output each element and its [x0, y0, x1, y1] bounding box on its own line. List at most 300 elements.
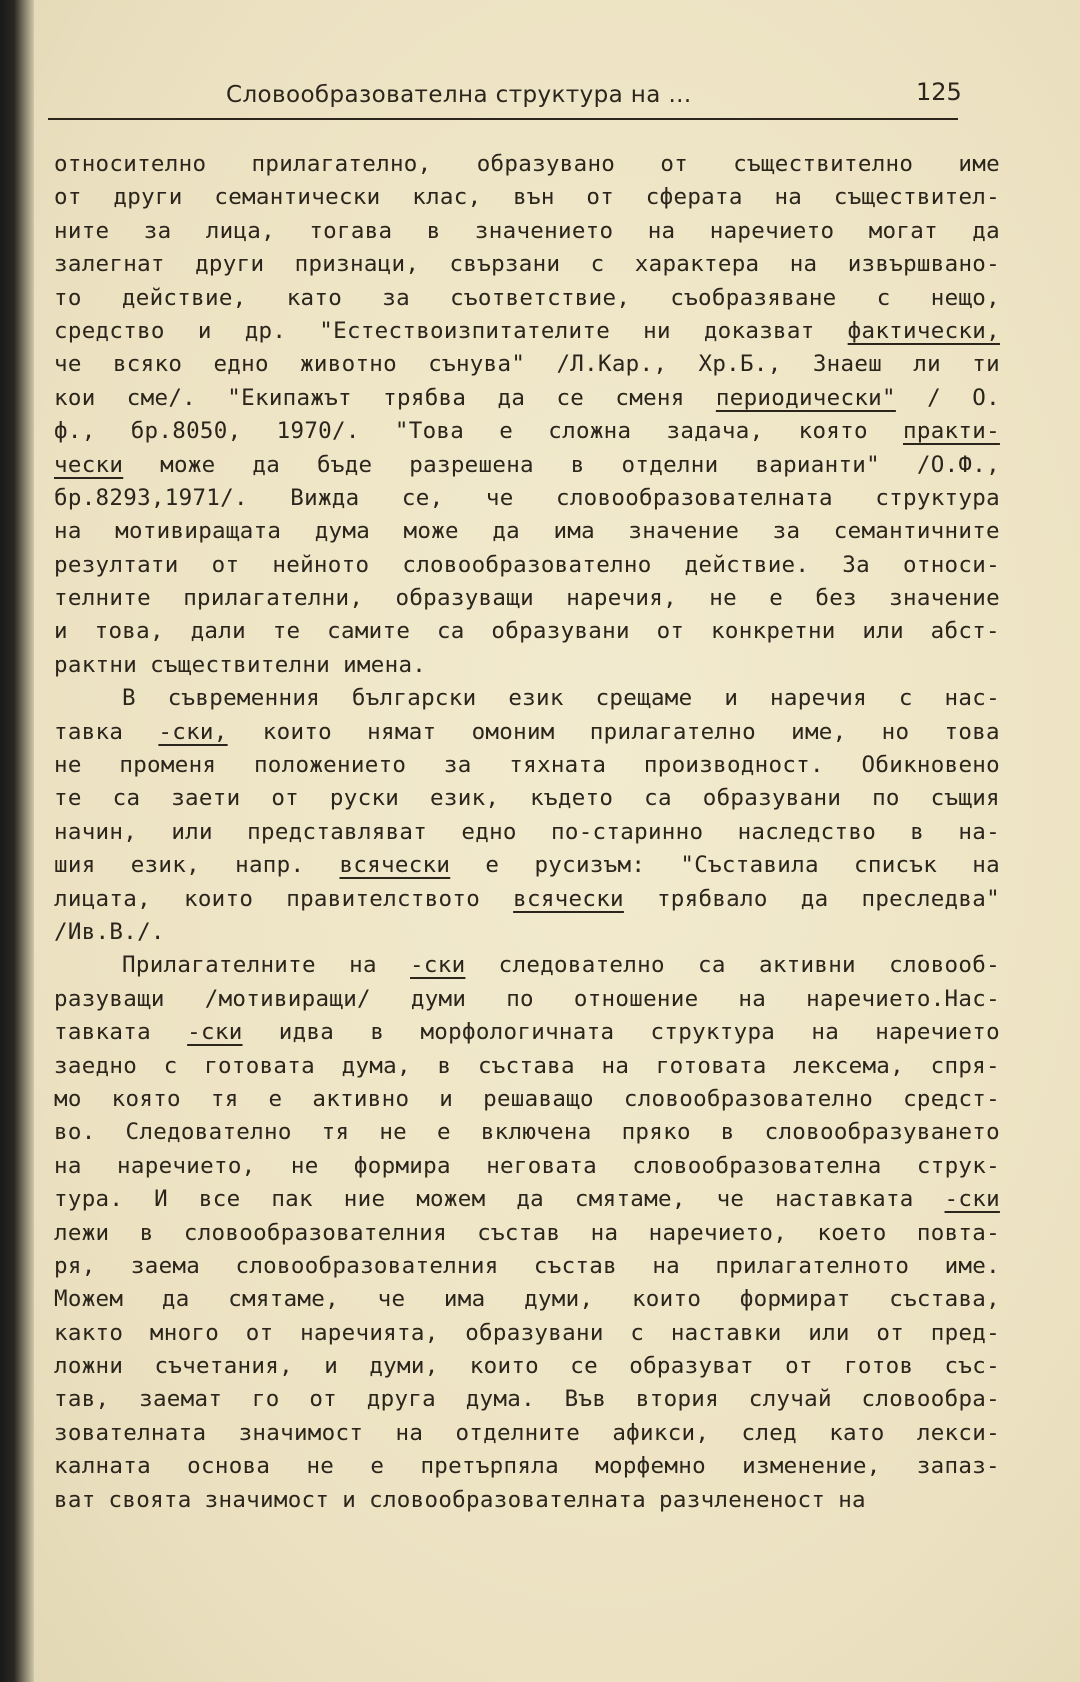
underlined-word: -ски,: [158, 718, 228, 745]
text-line: [54, 315, 1000, 348]
word: по: [506, 985, 534, 1012]
word: лицата,: [54, 885, 151, 912]
word: те: [272, 618, 301, 645]
word: структура: [650, 1019, 776, 1046]
word: Вижда: [290, 484, 360, 511]
text-line: [54, 449, 1000, 482]
word: с: [898, 685, 913, 712]
word: на: [395, 1419, 424, 1446]
word: случай: [748, 1386, 832, 1413]
text-line: [54, 1417, 1000, 1450]
word: значимост: [204, 1486, 330, 1513]
word: които: [262, 718, 333, 745]
word: втория: [635, 1386, 719, 1413]
word: ф.,: [54, 418, 96, 445]
text-line: [54, 1016, 1000, 1049]
word: съобразяване: [670, 284, 837, 311]
word: образуват: [629, 1353, 754, 1380]
word: тав,: [54, 1386, 110, 1413]
word: образувани: [491, 618, 630, 645]
word: ните: [54, 217, 110, 244]
word: образувани: [702, 785, 842, 812]
word: образувано: [476, 151, 616, 177]
word: заети: [171, 785, 241, 812]
word: език,: [430, 785, 500, 812]
word: от: [245, 1319, 274, 1346]
word: тогава: [309, 217, 393, 244]
word: са: [112, 785, 141, 812]
word: име,: [791, 718, 847, 745]
word: смятаме,: [574, 1186, 686, 1213]
word: др.: [244, 317, 287, 344]
word: могат: [868, 217, 938, 244]
text-line: [54, 749, 1000, 782]
word: от: [211, 551, 240, 578]
word: /О.Ф.,: [916, 451, 1000, 478]
word: да: [972, 217, 1000, 244]
text-line: [54, 181, 1000, 214]
word: и: [342, 1486, 357, 1513]
word: залегнат: [54, 251, 165, 278]
underlined-word: всячески: [339, 852, 451, 879]
word: думи: [410, 985, 467, 1012]
word: заедно: [54, 1052, 138, 1079]
word: и: [324, 1353, 339, 1380]
running-title: Словообразователна структура на ...: [226, 82, 692, 108]
word: самите: [327, 618, 411, 645]
word: те: [54, 785, 82, 812]
word: сферата: [645, 184, 743, 211]
word: е: [436, 1119, 451, 1146]
text-line: [54, 816, 1000, 849]
word: на: [738, 985, 767, 1012]
text-line: [54, 1083, 1000, 1116]
word: разчлененост: [659, 1486, 826, 1513]
word: готов: [844, 1353, 914, 1380]
word: ват: [54, 1486, 96, 1513]
word: афикси,: [612, 1419, 710, 1446]
word: кои: [54, 384, 96, 411]
word: "Това: [394, 418, 465, 445]
word: в: [370, 1019, 385, 1046]
word: ложни: [54, 1353, 124, 1380]
word: свързани: [449, 251, 561, 278]
word: като: [286, 284, 343, 311]
text-line: [54, 1484, 1000, 1517]
word: лексема,: [793, 1052, 905, 1079]
word: значение: [628, 518, 740, 545]
word: по: [872, 785, 900, 812]
word: дума: [314, 518, 371, 545]
word: наречието,: [117, 1152, 256, 1179]
word: че: [485, 484, 514, 511]
word: нейното: [272, 551, 370, 578]
word: прилагателното: [715, 1252, 910, 1279]
word: сънува": [428, 351, 526, 378]
word: наречието: [875, 1019, 1000, 1046]
word: наречието,: [648, 1219, 788, 1246]
word: во.: [54, 1119, 96, 1146]
body-text: [54, 148, 1000, 1517]
word: тавката: [54, 1019, 151, 1046]
word: лежи: [54, 1219, 110, 1246]
word: със-: [944, 1353, 1000, 1380]
underlined-word: периодически": [715, 384, 896, 411]
word: го: [251, 1386, 280, 1413]
word: семантически: [214, 184, 381, 211]
word: /: [927, 384, 941, 411]
word: да: [497, 384, 526, 411]
word: са: [436, 618, 465, 645]
word: съществител-: [833, 184, 1000, 211]
word: в: [570, 451, 585, 478]
word: пряко: [621, 1119, 691, 1146]
text-line: [54, 916, 1000, 949]
word: ти: [972, 351, 1000, 378]
word: на-: [958, 818, 1000, 845]
word: морфологичната: [420, 1019, 615, 1046]
word: готовата: [655, 1052, 767, 1079]
text-line: [54, 983, 1000, 1016]
word: език,: [130, 852, 200, 879]
word: да: [800, 885, 829, 912]
word: на: [54, 518, 82, 545]
word: име: [958, 151, 1000, 177]
word: след: [741, 1419, 797, 1446]
word: ни: [643, 317, 671, 344]
word: неговата: [486, 1152, 597, 1179]
text-line: [54, 716, 1000, 749]
word: срещаме: [595, 685, 693, 712]
word: не: [290, 1152, 319, 1179]
word: словообразователно: [402, 551, 652, 578]
text-line: [54, 215, 1000, 248]
word: или: [171, 818, 213, 845]
word: от: [785, 1353, 813, 1380]
word: пак: [271, 1186, 313, 1213]
word: относи-: [903, 551, 1000, 578]
word: мо: [54, 1085, 82, 1112]
word: на: [652, 1252, 681, 1279]
text-line: [54, 1116, 1000, 1149]
word: Знаеш: [812, 351, 883, 378]
word: "Естествоизпитателите: [319, 317, 611, 344]
text-line: [54, 883, 1000, 916]
word: без: [815, 585, 857, 612]
word: всяко: [112, 351, 183, 378]
word: наречия: [770, 685, 867, 712]
word: можем: [416, 1186, 486, 1213]
word: омоним: [471, 718, 555, 745]
word: и: [54, 618, 68, 645]
word: Хр.Б.,: [698, 351, 782, 378]
text-line: [54, 148, 1000, 181]
word: образуващи: [395, 585, 534, 612]
word: на: [54, 1152, 82, 1179]
word: може: [160, 451, 216, 478]
word: задача,: [666, 418, 764, 445]
text-line: [54, 782, 1000, 815]
word: струк-: [916, 1152, 1000, 1179]
word: формира: [353, 1152, 451, 1179]
word: /Л.Кар.,: [556, 351, 668, 378]
word: семантичните: [833, 518, 1000, 545]
word: "Съставила: [680, 852, 819, 879]
word: изменение,: [742, 1453, 881, 1480]
word: други: [113, 184, 183, 211]
text-line: [54, 415, 1000, 448]
word: и: [439, 1085, 454, 1112]
word: съществителни: [150, 651, 331, 678]
word: своята: [108, 1486, 192, 1513]
word: абст-: [930, 618, 1000, 645]
word: мотивиращата: [115, 518, 282, 545]
word: структура: [875, 484, 1000, 511]
word: сменя: [615, 384, 685, 411]
word: преследва": [861, 885, 1000, 912]
text-line: [54, 1350, 1000, 1383]
word: словообразователния: [235, 1252, 499, 1279]
word: наставката: [775, 1186, 914, 1213]
word: запаз-: [916, 1453, 1000, 1480]
word: че: [716, 1186, 745, 1213]
text-line: [54, 1450, 1000, 1483]
word: варианти": [755, 451, 880, 478]
word: дума,: [341, 1052, 411, 1079]
text-line: [54, 682, 1000, 715]
word: Можем: [54, 1286, 124, 1313]
word: за: [772, 518, 801, 545]
word: от: [586, 184, 615, 211]
word: че: [377, 1286, 406, 1313]
word: думи,: [369, 1353, 439, 1380]
word: друга: [366, 1386, 436, 1413]
word: относително: [54, 151, 207, 177]
word: което: [817, 1219, 887, 1246]
word: характера: [634, 251, 760, 278]
word: от: [271, 785, 300, 812]
word: ли: [913, 351, 941, 378]
word: заемат: [139, 1386, 223, 1413]
word: както: [54, 1319, 124, 1346]
word: не: [709, 585, 737, 612]
word: В: [122, 685, 136, 712]
word: 1970/.: [276, 418, 360, 445]
text-line: [54, 248, 1000, 281]
word: тяхната: [509, 752, 607, 779]
word: руски: [329, 785, 400, 812]
word: трябва: [383, 384, 467, 411]
word: и: [724, 685, 739, 712]
word: на: [601, 1052, 630, 1079]
word: е: [769, 585, 784, 612]
word: на: [789, 251, 818, 278]
word: шия: [54, 852, 96, 879]
word: за: [382, 284, 410, 311]
word: е: [499, 418, 514, 445]
word: е: [268, 1085, 283, 1112]
word: прилагателно,: [251, 151, 432, 177]
word: не: [306, 1453, 335, 1480]
word: словообразуването: [764, 1119, 1000, 1146]
word: претърпяла: [420, 1453, 559, 1480]
word: за: [443, 752, 472, 779]
word: активно: [312, 1085, 410, 1112]
word: на: [838, 1486, 866, 1513]
text-line: [54, 1383, 1000, 1416]
word: /мотивиращи/: [204, 985, 371, 1012]
word: по-старинно: [551, 818, 704, 845]
text-line: [54, 1250, 1000, 1283]
word: Във: [564, 1386, 607, 1413]
word: съответствие,: [450, 284, 631, 311]
word: тя: [321, 1119, 350, 1146]
word: които: [631, 1286, 702, 1313]
word: български: [351, 685, 477, 712]
word: бъде: [317, 451, 373, 478]
word: средст-: [903, 1085, 1000, 1112]
underlined-word: -ски: [187, 1019, 243, 1046]
word: като: [829, 1419, 885, 1446]
word: не: [54, 752, 82, 779]
word: да: [492, 518, 521, 545]
word: доказват: [703, 317, 815, 344]
word: в: [910, 818, 925, 845]
underlined-word: практи-: [903, 418, 1000, 445]
word: да: [161, 1286, 190, 1313]
word: вън: [513, 184, 555, 211]
word: повта-: [916, 1219, 1000, 1246]
page-number: 125: [916, 78, 962, 106]
word: нямат: [367, 718, 437, 745]
word: с: [163, 1052, 178, 1079]
word: конкретни: [711, 618, 836, 645]
word: дума.: [465, 1386, 535, 1413]
word: се,: [401, 484, 444, 511]
word: формират: [739, 1286, 851, 1313]
word: русизъм:: [534, 852, 646, 879]
word: не: [379, 1119, 408, 1146]
word: от: [876, 1319, 905, 1346]
word: или: [862, 618, 904, 645]
word: и: [197, 317, 212, 344]
word: тя: [210, 1085, 239, 1112]
word: спря-: [930, 1052, 1000, 1079]
text-line: [54, 849, 1000, 882]
word: калната: [54, 1453, 151, 1480]
text-line: [54, 1317, 1000, 1350]
word: рактни: [54, 651, 138, 678]
word: език: [508, 685, 564, 712]
word: тура.: [54, 1186, 124, 1213]
text-line: [54, 1050, 1000, 1083]
word: нещо,: [930, 284, 1000, 311]
word: извършвано-: [847, 251, 1000, 278]
word: може: [403, 518, 459, 545]
word: списък: [854, 852, 938, 879]
word: морфемно: [595, 1453, 706, 1480]
word: едно: [461, 818, 517, 845]
word: сложна: [548, 418, 632, 445]
word: на: [774, 184, 803, 211]
text-line: [54, 1150, 1000, 1183]
word: бр.8050,: [130, 418, 242, 445]
underlined-word: всячески: [513, 885, 624, 912]
word: решаващо: [483, 1085, 594, 1112]
word: едно: [213, 351, 269, 378]
underlined-word: фактически,: [847, 317, 1000, 344]
word: в: [426, 217, 441, 244]
word: да: [516, 1186, 545, 1213]
word: има: [553, 518, 595, 545]
word: "Екипажът: [227, 384, 352, 411]
word: имена.: [343, 651, 427, 678]
word: действие,: [121, 284, 247, 311]
word: активни: [758, 952, 856, 979]
word: производност.: [643, 752, 824, 779]
word: словообразователната: [369, 1486, 647, 1513]
word: в: [437, 1052, 452, 1079]
text-line: [54, 482, 1000, 515]
word: с: [630, 1319, 645, 1346]
word: словообра-: [861, 1386, 1000, 1413]
text-line: [54, 282, 1000, 315]
word: на: [349, 952, 377, 979]
word: значението: [474, 217, 614, 244]
word: на: [972, 852, 1000, 879]
text-line: [54, 615, 1000, 648]
word: Обикновено: [861, 752, 1000, 779]
word: телните: [54, 585, 151, 612]
word: клас,: [412, 184, 482, 211]
word: думи,: [524, 1286, 594, 1313]
word: пред-: [930, 1319, 1000, 1346]
underlined-word: чески: [54, 451, 124, 478]
word: тавка: [54, 718, 124, 745]
word: отделни: [621, 451, 719, 478]
book-spine-shadow: [0, 0, 34, 1682]
underlined-word: -ски: [944, 1186, 1000, 1213]
word: е: [485, 852, 500, 879]
text-line: [54, 649, 1000, 682]
word: действие.: [684, 551, 810, 578]
word: образувани: [465, 1319, 604, 1346]
text-line: [54, 549, 1000, 582]
word: която: [111, 1085, 181, 1112]
text-line: [54, 1283, 1000, 1316]
word: че: [54, 351, 82, 378]
word: нас-: [944, 685, 1000, 712]
word: бр.8293,1971/.: [54, 484, 248, 511]
word: за: [143, 217, 172, 244]
word: състава: [477, 1052, 575, 1079]
word: съществително: [733, 151, 914, 177]
word: животно: [300, 351, 398, 378]
word: ние: [343, 1186, 386, 1213]
word: словообразователния: [183, 1219, 447, 1246]
word: отделните: [455, 1419, 581, 1446]
word: наставки: [670, 1319, 782, 1346]
word: да: [252, 451, 281, 478]
word: това,: [94, 618, 164, 645]
word: основа: [187, 1453, 271, 1480]
word: О.: [972, 384, 1000, 411]
word: това: [944, 718, 1000, 745]
word: прилагателни,: [183, 585, 364, 612]
word: в: [720, 1119, 735, 1146]
word: словооб-: [889, 952, 1000, 979]
word: има: [443, 1286, 486, 1313]
